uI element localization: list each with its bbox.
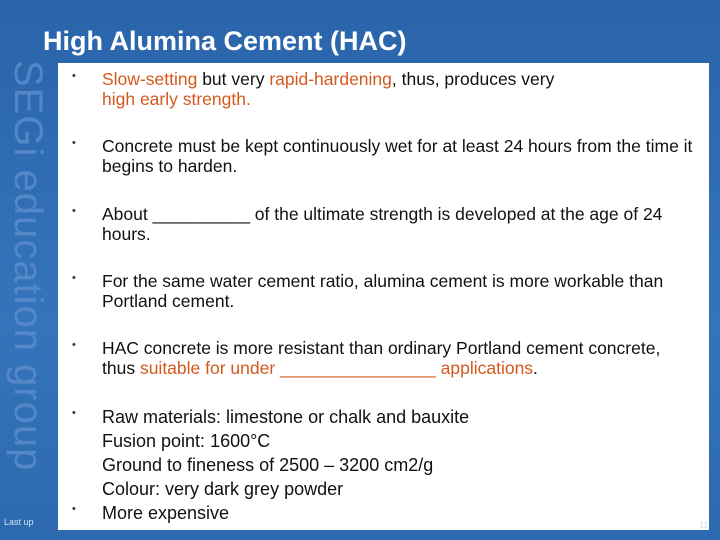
- bullet-item: [58, 69, 698, 109]
- bullet-text: Concrete must be kept continuously wet for at least 24 hours from the time it begins to harden.: [102, 136, 693, 176]
- brand-watermark: SEGi education group: [6, 60, 50, 472]
- bullet-marker: •: [72, 407, 76, 419]
- bullet-text: [102, 69, 698, 109]
- footer-last-updated: Last up: [4, 517, 34, 527]
- property-line: More expensive: [102, 503, 230, 523]
- property-line: Fusion point: 1600°C: [102, 431, 271, 451]
- bullet-item: [58, 136, 698, 176]
- highlight-text: high early strength.: [102, 89, 251, 109]
- properties-list: [58, 405, 698, 525]
- bullet-text-part: .: [533, 358, 538, 378]
- bullet-marker: •: [72, 70, 76, 82]
- bullet-text-part: HAC concrete is more resistant than ordinary Portland cement concrete, thus: [102, 338, 661, 378]
- bullet-marker: •: [72, 137, 76, 149]
- highlight-text: Slow-setting: [102, 69, 198, 89]
- bullet-marker: •: [72, 205, 76, 217]
- property-line: Raw materials: limestone or chalk and bauxite: [102, 407, 470, 427]
- highlight-text: rapid-hardening: [269, 69, 392, 89]
- bullet-marker: •: [72, 339, 76, 351]
- content-panel: [58, 63, 709, 530]
- bullet-text-part: , thus, produces very: [391, 69, 555, 89]
- bullet-item: [58, 338, 698, 378]
- bullet-text: For the same water cement ratio, alumina cement is more workable than Portland cement.: [102, 271, 664, 311]
- bullet-marker: •: [72, 503, 76, 515]
- bullet-text: [102, 338, 698, 378]
- slide-number: 11: [699, 520, 709, 530]
- bullet-text-part: but very: [197, 69, 270, 89]
- slide-title: High Alumina Cement (HAC): [43, 26, 407, 56]
- bullet-item: [58, 204, 698, 244]
- highlight-text: suitable for under ________________ applications: [139, 358, 534, 378]
- properties-text: [102, 405, 698, 525]
- bullet-text: About __________ of the ultimate strength is developed at the age of 24 hours.: [102, 204, 663, 244]
- property-line: Colour: very dark grey powder: [102, 479, 344, 499]
- bullet-marker: •: [72, 272, 76, 284]
- property-line: Ground to fineness of 2500 – 3200 cm2/g: [102, 455, 434, 475]
- bullet-item: [58, 271, 698, 311]
- bullet-line: [102, 69, 698, 89]
